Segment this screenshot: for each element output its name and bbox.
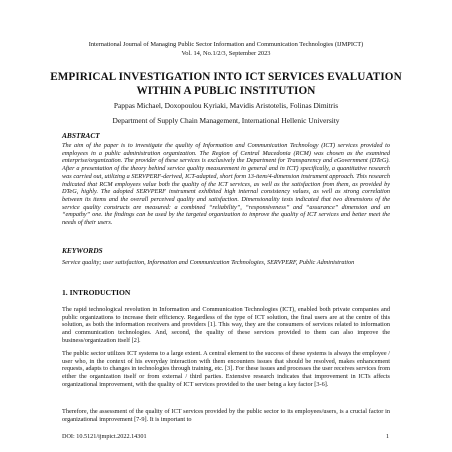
intro-paragraph-1: The rapid technological revolution in Information and Communication Technologies (ICT), enabled both private companies and public organizations to increase their efficiency. Regardless of the type of ICT solution, the final users are at the centre of this solution, as both the information receivers and providers [1]. This way, they are the consumers of services related to information and communication technologies. And, second, the quality of these services provided to them can also improve the business/organization itself [2].	[62, 306, 390, 344]
page-number: 1	[386, 433, 390, 440]
keywords-text: Service quality; user satisfaction, Information and Communication Technologies, SERVPERF, Public Administration	[62, 259, 355, 266]
doi-footer[interactable]: DOI: 10.5121/ijmpict.2022.14301	[62, 433, 147, 440]
journal-issue: Vol. 14, No.1/2/3, September 2023	[181, 50, 271, 57]
abstract-heading: ABSTRACT	[62, 131, 100, 140]
author-list: Pappas Michael, Doxopoulou Kyriaki, Mavidis Aristotelis, Folinas Dimitris	[113, 101, 339, 110]
intro-paragraph-3: Therefore, the assessment of the quality of ICT services provided by the public sector to its employees/users, is a crucial factor in organizational improvement [7-9]. It is important to	[62, 408, 390, 423]
introduction-heading: 1. INTRODUCTION	[62, 288, 131, 297]
affiliation: Department of Supply Chain Management, International Hellenic University	[112, 116, 340, 125]
journal-name: International Journal of Managing Public Sector Information and Communication Technologies (IJMPICT)	[88, 41, 364, 48]
intro-paragraph-2: The public sector utilizes ICT systems to a large extent. A central element to the success of these systems is always the employee / user who, in the context of his everyday interaction with them encounters issues that should be resolved, makes enhancement requests, adapts to changes in technologies through training, etc. [3]. For these issues and processes the user receives services from either the organization itself or from external / third parties. Extensive research indicates that improvement in ICTs affects organizational improvement, with the quality of ICT services provided to the user being a key factor [3-6].	[62, 350, 390, 388]
abstract-text: The aim of the paper is to investigate the quality of Information and Communication Technology (ICT) services provided to employees in a public administration organization. The Region of Central Macedonia (RCM) was chosen as the examined enterprise/organization. The provider of these services is exclusively the Department for Transparency and eGovernment (DTeG). After a presentation of the theory behind service quality measurement in general and in ICT) specifically, a quantitative research was carried out, utilizing a SERVPERF-derived, ICT-adapted, short form 13-item/4-dimension instrument approach. This research indicated that RCM employees value both the quality of the ICT services, as well as the satisfaction from them, as provided by DTeG, highly. The adopted SERVPERF instrument exhibited high internal consistency values, as well as strong correlation between its items and the overall perceived quality and satisfaction. Dimensionality tests indicated that two dimensions of the service quality constructs are measured: a combined “reliability”, “responsiveness” and “assurance” dimension and an “empathy” one. the findings can be used by the targeted organization to improve the quality of ICT services and better meet the needs of their users.	[62, 142, 390, 227]
paper-title: EMPIRICAL INVESTIGATION INTO ICT SERVICES EVALUATION WITHIN A PUBLIC INSTITUTION	[50, 71, 402, 97]
keywords-heading: KEYWORDS	[62, 246, 103, 255]
